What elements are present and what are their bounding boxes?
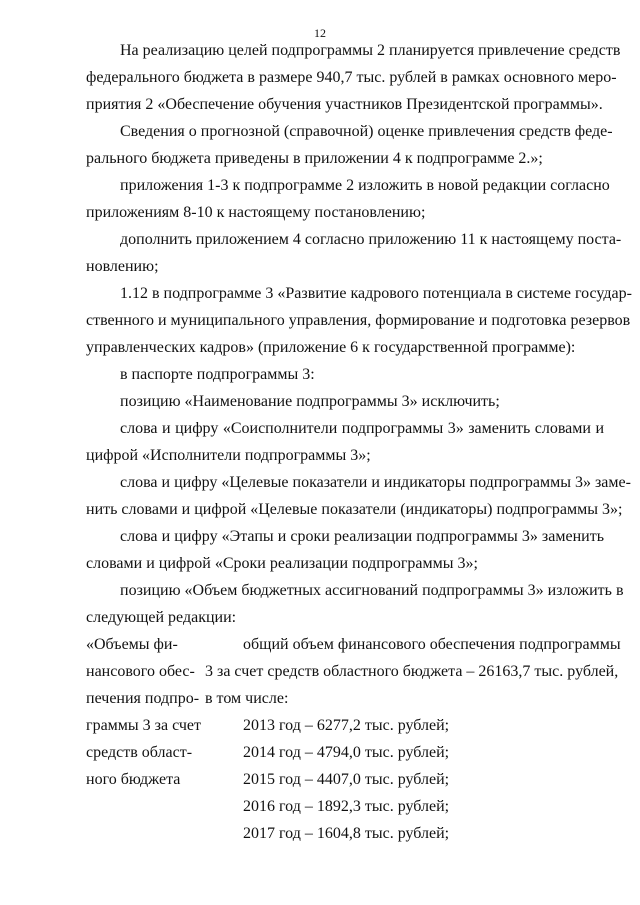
text-line: федерального бюджета в размере 940,7 тыс. рублей в рамках основного меро- — [86, 69, 617, 86]
text-line: На реализацию целей подпрограммы 2 планируется привлечение средств — [120, 42, 621, 59]
text-line: следующей редакции: — [86, 609, 237, 626]
text-line: приложения 1-3 к подпрограмме 2 изложить в новой редакции согласно — [120, 177, 610, 194]
text-line: новлению; — [86, 258, 159, 275]
table-right-cell-line: общий объем финансового обеспечения подпрограммы — [243, 636, 621, 653]
text-line: 1.12 в подпрограмме 3 «Развитие кадрового потенциала в системе государ- — [120, 285, 632, 302]
table-left-cell-line: средств област- — [86, 744, 193, 761]
text-line: нить словами и цифрой «Целевые показатели (индикаторы) подпрограммы 3»; — [86, 501, 623, 518]
text-line: управленческих кадров» (приложение 6 к государственной программе): — [86, 339, 576, 356]
table-left-cell-line: печения подпро- — [86, 690, 200, 707]
table-left-cell-line: ного бюджета — [86, 771, 181, 788]
text-line: приложениям 8-10 к настоящему постановлению; — [86, 204, 426, 221]
table-left-cell-line: граммы 3 за счет — [86, 717, 202, 734]
text-line: приятия 2 «Обеспечение обучения участников Президентской программы». — [86, 96, 603, 113]
text-line: слова и цифру «Целевые показатели и индикаторы подпрограммы 3» заме- — [120, 474, 631, 491]
text-line: рального бюджета приведены в приложении 4 к подпрограмме 2.»; — [86, 150, 543, 167]
text-line: словами и цифрой «Сроки реализации подпрограммы 3»; — [86, 555, 478, 572]
text-line: ственного и муниципального управления, формирование и подготовка резервов — [86, 312, 631, 329]
table-right-cell-line: 2015 год – 4407,0 тыс. рублей; — [243, 771, 450, 788]
table-right-cell-line: 3 за счет средств областного бюджета – 26163,7 тыс. рублей, — [205, 663, 619, 680]
table-right-cell-line: 2013 год – 6277,2 тыс. рублей; — [243, 717, 450, 734]
text-line: слова и цифру «Соисполнители подпрограммы 3» заменить словами и — [120, 420, 604, 437]
table-right-cell-line: 2016 год – 1892,3 тыс. рублей; — [243, 798, 450, 815]
table-right-cell-line: 2014 год – 4794,0 тыс. рублей; — [243, 744, 450, 761]
table-left-cell-line: «Объемы фи- — [86, 636, 178, 653]
text-line: дополнить приложением 4 согласно приложению 11 к настоящему поста- — [120, 231, 622, 248]
text-line: позицию «Объем бюджетных ассигнований подпрограммы 3» изложить в — [120, 582, 624, 599]
page-number: 12 — [314, 26, 326, 40]
table-left-cell-line: нансового обес- — [86, 663, 195, 680]
table-right-cell-line: 2017 год – 1604,8 тыс. рублей; — [243, 825, 450, 842]
text-line: позицию «Наименование подпрограммы 3» исключить; — [120, 393, 500, 410]
text-line: слова и цифру «Этапы и сроки реализации подпрограммы 3» заменить — [120, 528, 604, 545]
text-line: цифрой «Исполнители подпрограммы 3»; — [86, 447, 371, 464]
text-line: Сведения о прогнозной (справочной) оценке привлечения средств феде- — [120, 123, 613, 140]
table-right-cell-line: в том числе: — [205, 690, 289, 707]
text-line: в паспорте подпрограммы 3: — [120, 366, 315, 383]
